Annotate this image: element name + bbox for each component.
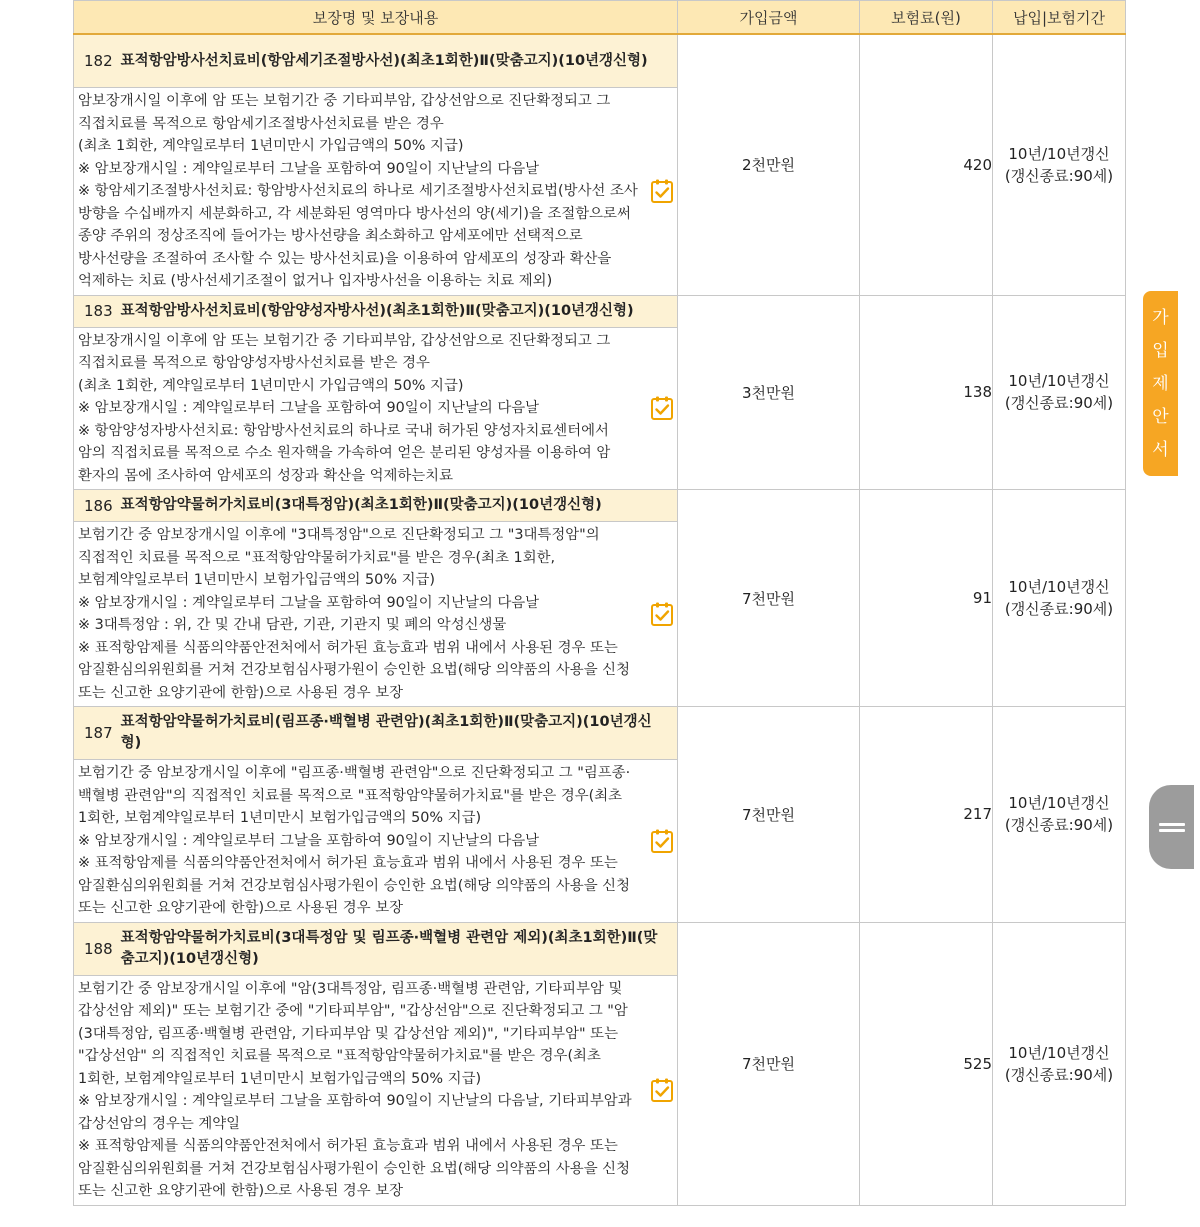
item-description: 암보장개시일 이후에 암 또는 보험기간 중 기타피부암, 갑상선암으로 진단확정되고 그 직접치료를 목적으로 항암세기조절방사선치료를 받은 경우 (최초 1회한, 계약일로부터 1년미만시 가입금액의 50% 지급) ※ 암보장개시일 : 계약일로부터 그날을 포함하여 90일이 지난날의 다음날 ※ 항암세기조절방사선치료: 항암방사선치료의 하나로 세기조절방사선치료법(방사선 조사 방향을 수십배까지 세분화하고, 각 세분화된 영역마다 방사선의 양(세기)을 조절함으로써 종양 주위의 정상조직에 들어가는 방사선량을 최소화하고 암세포에만 선택적으로 방사선량을 조절하여 조사할 수 있는 방사선치료)을 이용하여 암세포의 성장과 확산을 억제하는 치료 (방사선세기조절이 없거나 입자방사선을 이용하는 치료 제외) xyxy=(78,93,638,289)
item-title-cell xyxy=(74,922,678,975)
item-amount: 7천만원 xyxy=(678,490,860,707)
side-tab-char: 안 xyxy=(1152,407,1169,427)
item-title: 표적항암약물허가치료비(3대특정암 및 림프종·백혈병 관련암 제외)(최초1회한)Ⅱ(맞춤고지)(10년갱신형) xyxy=(120,929,658,967)
item-amount: 2천만원 xyxy=(678,34,860,295)
item-description: 보험기간 중 암보장개시일 이후에 "3대특정암"으로 진단확정되고 그 "3대특정암"의 직접적인 치료를 목적으로 "표적항암약물허가치료"를 받은 경우(최초 1회한, 보험계약일로부터 1년미만시 보험가입금액의 50% 지급) ※ 암보장개시일 : 계약일로부터 그날을 포함하여 90일이 지난날의 다음날 ※ 3대특정암 : 위, 간 및 간내 담관, 기관, 기관지 및 폐의 악성신생물 ※ 표적항암제를 식품의약품안전처에서 허가된 효능효과 범위 내에서 사용된 경우 또는 암질환심의위원회를 거쳐 건강보험심사평가원이 승인한 요법(해당 의약품의 사용을 신청 또는 신고한 요양기관에 한함)으로 사용된 경우 보장 xyxy=(78,527,630,701)
item-period-renewal-end: (갱신종료:90세) xyxy=(1004,1065,1114,1084)
proposal-side-tab[interactable] xyxy=(1143,291,1178,476)
item-number: 183 xyxy=(84,302,113,320)
table-header-row xyxy=(74,1,1126,35)
item-period xyxy=(993,34,1126,295)
item-description: 보험기간 중 암보장개시일 이후에 "암(3대특정암, 림프종·백혈병 관련암, 기타피부암 및 갑상선암 제외)" 또는 보험기간 중에 "기타피부암", "갑상선암"으로 진단확정되고 그 "암(3대특정암, 림프종·백혈병 관련암, 기타피부암 및 갑상선암 제외)", "기타피부암" 또는 "갑상선암" 의 직접적인 치료를 목적으로 "표적항암약물허가치료"를 받은 경우(최초 1회한, 보험계약일로부터 1년미만시 보험가입금액의 50% 지급) ※ 암보장개시일 : 계약일로부터 그날을 포함하여 90일이 지난날의 다음날, 기타피부암과 갑상선암의 경우는 계약일 ※ 표적항암제를 식품의약품안전처에서 허가된 효능효과 범위 내에서 사용된 경우 또는 암질환심의위원회를 거쳐 건강보험심사평가원이 승인한 요법(해당 의약품의 사용을 신청 또는 신고한 요양기관에 한함)으로 사용된 경우 보장 xyxy=(78,980,632,1199)
item-title-cell xyxy=(74,707,678,760)
item-amount: 3천만원 xyxy=(678,295,860,490)
menu-lines-icon xyxy=(1159,820,1185,835)
header-amount: 가입금액 xyxy=(678,1,860,35)
item-period-renewal-end: (갱신종료:90세) xyxy=(1004,816,1114,835)
side-tab-char: 서 xyxy=(1152,440,1169,460)
item-number: 186 xyxy=(84,496,113,515)
item-title-row xyxy=(74,34,1126,88)
item-title-row xyxy=(74,922,1126,975)
header-premium: 보험료(원) xyxy=(860,1,993,35)
item-title: 표적항암방사선치료비(항암양성자방사선)(최초1회한)Ⅱ(맞춤고지)(10년갱신형) xyxy=(120,302,634,319)
item-desc-cell xyxy=(74,522,678,707)
clipboard-check-icon[interactable] xyxy=(650,601,674,627)
item-premium: 138 xyxy=(860,295,993,490)
item-title-row xyxy=(74,295,1126,327)
item-period-term: 10년/10년갱신 xyxy=(1008,372,1110,391)
item-description: 암보장개시일 이후에 암 또는 보험기간 중 기타피부암, 갑상선암으로 진단확정되고 그 직접치료를 목적으로 항암양성자방사선치료를 받은 경우 (최초 1회한, 계약일로부터 1년미만시 가입금액의 50% 지급) ※ 암보장개시일 : 계약일로부터 그날을 포함하여 90일이 지난날의 다음날 ※ 항암양성자방사선치료: 항암방사선치료의 하나로 국내 허가된 양성자치료센터에서 암의 직접치료를 목적으로 수소 원자핵을 가속하여 얻은 분리된 양성자를 이용하여 암 환자의 몸에 조사하여 암세포의 성장과 확산을 억제하는치료 xyxy=(78,332,611,484)
item-period-term: 10년/10년갱신 xyxy=(1008,1043,1110,1062)
item-number: 182 xyxy=(84,52,113,70)
item-title: 표적항암약물허가치료비(림프종·백혈병 관련암)(최초1회한)Ⅱ(맞춤고지)(10년갱신형) xyxy=(120,714,652,751)
clipboard-check-icon[interactable] xyxy=(650,178,674,204)
item-title: 표적항암방사선치료비(항암세기조절방사선)(최초1회한)Ⅱ(맞춤고지)(10년갱신형) xyxy=(120,52,648,69)
clipboard-check-icon[interactable] xyxy=(650,395,674,421)
clipboard-check-icon[interactable] xyxy=(650,1077,674,1103)
item-title-row xyxy=(74,490,1126,522)
item-title-cell xyxy=(74,295,678,327)
scroll-handle[interactable] xyxy=(1149,785,1194,869)
item-description: 보험기간 중 암보장개시일 이후에 "림프종·백혈병 관련암"으로 진단확정되고 그 "림프종·백혈병 관련암"의 직접적인 치료를 목적으로 "표적항암약물허가치료"를 받은 경우(최초 1회한, 보험계약일로부터 1년미만시 보험가입금액의 50% 지급) ※ 암보장개시일 : 계약일로부터 그날을 포함하여 90일이 지난날의 다음날 ※ 표적항암제를 식품의약품안전처에서 허가된 효능효과 범위 내에서 사용된 경우 또는 암질환심의위원회를 거쳐 건강보험심사평가원이 승인한 요법(해당 의약품의 사용을 신청 또는 신고한 요양기관에 한함)으로 사용된 경우 보장 xyxy=(78,765,631,916)
item-period-renewal-end: (갱신종료:90세) xyxy=(1004,394,1114,413)
side-tab-char: 입 xyxy=(1152,341,1169,361)
item-period-term: 10년/10년갱신 xyxy=(1008,144,1110,163)
item-premium: 91 xyxy=(860,490,993,707)
coverage-table xyxy=(73,0,1126,1206)
item-period xyxy=(993,922,1126,1205)
item-period-term: 10년/10년갱신 xyxy=(1008,578,1110,596)
item-desc-cell xyxy=(74,327,678,490)
item-premium: 217 xyxy=(860,707,993,923)
item-period-renewal-end: (갱신종료:90세) xyxy=(1004,166,1114,185)
item-title-cell xyxy=(74,34,678,88)
item-period xyxy=(993,295,1126,490)
clipboard-check-icon[interactable] xyxy=(650,828,674,854)
item-number: 187 xyxy=(84,724,113,742)
item-period-term: 10년/10년갱신 xyxy=(1008,794,1110,813)
item-amount: 7천만원 xyxy=(678,922,860,1205)
item-title: 표적항암약물허가치료비(3대특정암)(최초1회한)Ⅱ(맞춤고지)(10년갱신형) xyxy=(120,497,602,513)
item-period xyxy=(993,490,1126,707)
item-premium: 525 xyxy=(860,922,993,1205)
item-title-row xyxy=(74,707,1126,760)
item-desc-cell xyxy=(74,975,678,1205)
item-premium: 420 xyxy=(860,34,993,295)
item-amount: 7천만원 xyxy=(678,707,860,923)
header-period: 납입|보험기간 xyxy=(993,1,1126,35)
item-desc-cell xyxy=(74,760,678,923)
side-tab-char: 가 xyxy=(1152,308,1169,328)
header-coverage: 보장명 및 보장내용 xyxy=(74,1,678,35)
item-number: 188 xyxy=(84,939,113,958)
item-period-renewal-end: (갱신종료:90세) xyxy=(1004,600,1114,618)
side-tab-char: 제 xyxy=(1152,374,1169,394)
item-title-cell xyxy=(74,490,678,522)
item-desc-cell xyxy=(74,88,678,296)
item-period xyxy=(993,707,1126,923)
